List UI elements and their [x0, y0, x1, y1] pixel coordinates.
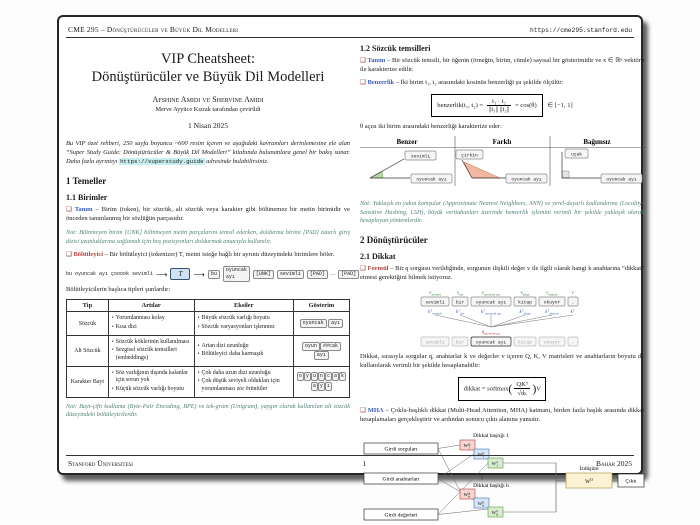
token-chip-gray — [452, 337, 468, 346]
svg-text:kitap: kitap — [518, 340, 532, 346]
attention-qkv-diagram — [360, 287, 646, 349]
svg-text:çirkin: çirkin — [461, 153, 478, 159]
wo-box — [566, 473, 612, 488]
token-chip: sevimli — [277, 270, 304, 279]
cell-eksiler: • Büyük sözcük varlığı boyutu • Sözcük varyasyonları işlenmez — [194, 312, 293, 335]
right-arrow-icon: ⟶ — [193, 269, 205, 279]
token-chip — [452, 297, 468, 306]
char-chip: c — [326, 373, 330, 380]
svg-text:WO: $W^O$ — [585, 477, 593, 485]
cell-tip: Alt Sözcük — [67, 335, 109, 366]
wide-angle-wedge — [464, 162, 500, 178]
token-chip — [539, 297, 565, 306]
date: 1 Nisan 2025 — [188, 121, 228, 131]
k-label: kᵀ$_{bir}$ — [455, 309, 465, 316]
svg-text:uçak: uçak — [570, 152, 583, 158]
q-label: $q_{oyuncak ayı}$ — [481, 329, 501, 336]
tanim2-text: – Bir sözcük temsili, bir öğenin (örneğin, birim, cümle) sayısal bir gösterimidir ve x ∈ ℝⁿ vektörü ile karakterize edilir. — [360, 57, 644, 73]
svg-text:oyuncak ayı: oyuncak ayı — [511, 177, 542, 183]
list-item: Çok daha uzun dizi uzunluğu — [201, 369, 271, 376]
projection-label: İzdüşüm — [579, 465, 599, 472]
square-bullet-icon: ❑ — [360, 78, 366, 86]
mha-paragraph — [360, 407, 644, 425]
wkh-box — [474, 498, 489, 508]
benzerlik-text: – İki birim t₁, t₂ arasındaki kosinüs benzerliği şu şekilde ölçülür: — [395, 78, 564, 86]
col-header-gosterim: Gösterim — [293, 300, 349, 312]
tokenizer-input-text: bu oyuncak ayı çooook sevimli — [66, 271, 154, 278]
open-paren: ( — [508, 381, 513, 396]
formula-rhs: V — [536, 385, 541, 393]
formula-lhs: benzerlik(t₁, t₂) = — [437, 101, 484, 109]
list-item: Çok düşük seviyeli oldukları için yorumlanması zor örüntüler — [201, 378, 280, 393]
token-chip: ayı — [328, 319, 343, 328]
token-chip-gray — [514, 337, 536, 346]
svg-text:okuyor: okuyor — [543, 300, 561, 306]
token-chip: oyun — [302, 342, 320, 351]
token-chip — [506, 174, 547, 183]
fraction-numerator: QKᵀ — [516, 380, 529, 388]
char-chip: y — [319, 383, 323, 390]
right-angle-marker — [562, 171, 569, 178]
cell-artilar: • Söz varlığının dışında kalanlar için sorun yok • Küçük sözcük varlığı boyutu — [108, 366, 194, 397]
cell-eksiler: • Artan dizi uzunluğu • Bölütleyici daha karmaşık — [194, 335, 293, 366]
svg-text:oyuncak ayı: oyuncak ayı — [475, 300, 507, 306]
input-queries-box — [364, 443, 438, 454]
svg-text:WQh: $W^Q$ h — [463, 491, 471, 499]
formula-lhs: dikkat = softmax — [463, 385, 509, 393]
svg-text:okuyor: okuyor — [543, 340, 561, 346]
svg-text:WKh: $W^K$ h — [477, 500, 485, 508]
k-label: kᵀ$_.$ — [570, 309, 576, 316]
cell-tip: Karakter Bayt — [67, 366, 109, 397]
attention-formula — [360, 377, 644, 401]
k-label: kᵀ$_{oyuncak ayı}$ — [480, 309, 502, 316]
theta-line: θ açısı iki birim arasındaki benzerliği karakterize eder: — [360, 122, 502, 130]
svg-text:sevimli: sevimli — [425, 340, 445, 346]
intro-text-before: Bu VIP özet rehberi, 250 sayfa boyunca ~600 resim içeren ve aşağıdaki kavramları derinlemesine ele alan “Super Study Guide: Dönüştürücüler & Büyük Dil Modelleri” kitabında bulunanlara genel bir bakış sunar. Daha fazla ayrıntıyı — [66, 140, 350, 166]
tanim2-paragraph — [360, 57, 644, 75]
footer-term: Bahar 2025 — [595, 459, 632, 468]
panel-title-benzer: Benzer — [396, 137, 418, 146]
page-footer — [66, 455, 634, 468]
svg-text:bir: bir — [455, 300, 465, 306]
square-bullet-icon: ❑ — [360, 57, 366, 64]
svg-text:sevimli: sevimli — [410, 154, 431, 160]
cell-artilar: • Sözcük köklerinin kullanılması • Sezgisel sözcük temsilleri (embeddings) — [108, 335, 194, 366]
token-chip-gray — [421, 337, 449, 346]
wqh-box — [460, 489, 475, 499]
square-bullet-icon: ❑ — [360, 406, 366, 414]
svg-text:WV1: $W^V$ 1 — [491, 460, 499, 468]
char-chip: ı — [326, 383, 330, 390]
token-chip: ayı — [314, 351, 329, 360]
page-header — [66, 24, 634, 38]
table-row — [67, 366, 350, 397]
square-bullet-icon: ❑ — [66, 251, 72, 259]
square-bullet-icon: ❑ — [360, 264, 366, 272]
list-item: Bölütleyici daha karmaşık — [201, 351, 264, 358]
mha-text: – Çoklu-başlıklı dikkat (Multi-Head Attention, MHA) katmanı, birden fazla başlık arasında dikkat hesaplamaları gerçekleştirir ve ardından sonucu çıktı alanına yansıtır. — [360, 406, 645, 423]
headh-label: Dikkat başlığı h — [473, 482, 509, 489]
token-chip — [601, 174, 642, 183]
v-label: $v_{okuyor}$ — [546, 290, 558, 297]
svg-text:kitap: kitap — [518, 300, 532, 306]
authors: Afshine Amidi ve Shervine Amidi — [152, 95, 264, 105]
output-box — [618, 474, 644, 487]
token-chip — [411, 174, 452, 183]
tokenizer-types-table — [66, 299, 350, 397]
panel-title-bagimsiz: Bağımsız — [583, 137, 611, 146]
table-intro: Bölütleyicilerin başlıca tipleri şunlardır: — [66, 286, 171, 294]
panel-title-farkli: Farklı — [492, 137, 512, 146]
intro-paragraph — [66, 140, 350, 167]
course-url-link[interactable]: https://cme295.stanford.edu — [529, 27, 632, 34]
svg-text:bir: bir — [455, 340, 465, 346]
token-chip: bu — [208, 270, 220, 279]
note-bpe-unigram: Not: Bayt-çifti kodlama (Byte-Pair Encoding, BPE) ve tek-gram (Unigram), yaygın olarak kullanılan alt sözcük düzeyindeki bölütleyicilerdir. — [66, 402, 350, 419]
head1-label: Dikkat başlığı 1 — [473, 432, 509, 439]
benzerlik-paragraph — [360, 79, 644, 88]
list-item: Kısa dizi — [115, 324, 137, 331]
col-header-tip: Tip — [67, 300, 109, 312]
tokenizer-example — [66, 266, 357, 282]
title-line1: VIP Cheatsheet: — [160, 51, 256, 67]
formula-fraction — [514, 381, 530, 397]
char-chip: o — [298, 373, 302, 380]
formul-paragraph — [360, 265, 644, 283]
v-label: $v_{bir}$ — [456, 290, 464, 297]
left-column — [66, 42, 357, 525]
title-line2: Dönüştürücüler ve Büyük Dil Modelleri — [91, 69, 325, 86]
right-arrow-icon: ⟶ — [156, 269, 168, 279]
char-chip: y — [305, 373, 309, 380]
svg-text:WK1: $W^K$ 1 — [477, 451, 485, 459]
svg-text:Girdi değerleri: Girdi değerleri — [384, 512, 418, 519]
dikkat-paragraph: Dikkat, sırasıyla sorgular q, anahtarlar k ve değerler v içeren Q, K, V matrisleri ve anahtarların boyutu dₖ kullanılarak verimli bir şekilde hesaplanabilir: — [360, 352, 644, 369]
cell-gosterim — [293, 366, 349, 397]
formula-rhs: = cos(θ) — [514, 101, 537, 109]
bolutleyici-keyword: Bölütleyici — [73, 251, 104, 259]
token-chip: ##cak — [320, 342, 341, 351]
section-temeller: 1 Temeller — [66, 176, 107, 187]
token-chip: [UNK] — [253, 270, 274, 279]
page-number: 1 — [362, 459, 367, 468]
cell-gosterim — [293, 312, 349, 335]
note-unk-pad: Not: Bilinmeyen birim [UNK] bilinmeyen metin parçalarını temsil ederken, doldurma birimi [PAD] tutarlı giriş dizisi uzunluklarına sağlamak için boş pozisyonları doldurmak amacıyla kullanılır. — [66, 229, 350, 245]
multi-head-attention-diagram — [360, 429, 646, 525]
superstudy-link[interactable]: https://superstudy.guide — [120, 158, 204, 166]
char-chip: a — [312, 383, 316, 390]
wvh-box — [488, 507, 503, 517]
char-chip: n — [319, 373, 323, 380]
input-values-box — [364, 509, 438, 520]
footer-institution: Stanford Üniversitesi — [68, 459, 133, 468]
svg-text:WVh: $W^V$ h — [491, 509, 499, 517]
list-item: Yorumlanması kolay — [115, 315, 165, 322]
svg-text:oyuncak ayı: oyuncak ayı — [416, 177, 447, 183]
cell-tip: Sözcük — [67, 312, 109, 335]
cell-gosterim — [293, 335, 349, 366]
formul-text: – Bir q sorgusu verildiğinde, sorgunun ilişkili değer v ile ilgili olarak hangi k anahtarına “dikkat” etmesi gerektiğini bilmek istiyoruz. — [360, 264, 645, 281]
tokenizer-symbol-box: T — [170, 268, 190, 280]
table-header-row — [67, 300, 350, 312]
tanim2-keyword: Tanım — [367, 57, 386, 64]
char-chip: u — [312, 373, 316, 380]
similarity-angles-diagram — [360, 136, 646, 190]
token-chip: oyuncak — [300, 319, 327, 328]
v-label: $v_.$ — [571, 290, 575, 297]
col-header-eksiler: Eksiler — [194, 300, 293, 312]
translator: Merve Ayyüce Kızrak tarafından çevirildi — [155, 106, 261, 114]
char-chip: k — [340, 373, 344, 380]
right-column — [360, 42, 644, 525]
subsection-sozcuk-temsilleri: 1.2 Sözcük temsilleri — [360, 44, 431, 53]
list-item: Küçük sözcük varlığı boyutu — [115, 386, 184, 393]
v-label: $v_{sevimli}$ — [429, 290, 441, 297]
input-keys-box — [364, 473, 438, 484]
col-header-artilar: Artılar — [108, 300, 194, 312]
svg-text:.: . — [571, 340, 575, 346]
bolutleyici-text: – Bir bölütleyici (tokenizer) T, metni isteğe bağlı bir ayrıntı düzeyindeki birimlere böler. — [104, 251, 335, 259]
mha-keyword: MHA — [367, 406, 384, 414]
token-chip — [565, 149, 588, 158]
subsection-birimler: 1.1 Birimler — [66, 193, 108, 203]
ellipsis: ... — [330, 271, 336, 278]
token-chip-highlighted — [471, 337, 511, 346]
k-label: kᵀ$_{sevimli}$ — [428, 309, 442, 316]
token-chip: [PAD] — [338, 270, 359, 279]
tanim1-text: – Birim (token), bir sözcük, alt sözcük veya karakter gibi bölünemez bir metin birimidir ve önceden tanımlanmış bir sözlüğün parçasıdır. — [66, 206, 351, 223]
svg-text:Çıktı: Çıktı — [625, 478, 637, 485]
table-row — [67, 312, 350, 335]
cell-eksiler: • Çok daha uzun dizi uzunluğu • Çok düşük seviyeli oldukları için yorumlanması zor örüntüler — [194, 366, 293, 397]
square-bullet-icon: ❑ — [66, 206, 72, 214]
k-label: kᵀ$_{kitap}$ — [519, 309, 531, 316]
token-chip — [471, 297, 511, 306]
v-label: $v_{kitap}$ — [520, 290, 530, 297]
fraction-numerator: t₁ · t₂ — [487, 98, 511, 106]
formula-fraction — [487, 98, 511, 113]
token-chip — [421, 297, 449, 306]
tanim1-keyword: Tanım — [74, 206, 93, 214]
table-row — [67, 335, 350, 366]
svg-text:oyuncak ayı: oyuncak ayı — [606, 177, 637, 183]
svg-text:Girdi anahtarları: Girdi anahtarları — [382, 476, 420, 483]
pdf-page — [57, 15, 645, 519]
formula-range: ∈ [−1, 1] — [547, 101, 573, 109]
course-title: CME 295 – Dönüştürücüler ve Büyük Dil Modelleri — [68, 25, 239, 34]
char-chip: a — [333, 373, 337, 380]
section-donusturuculer: 2 Dönüştürücüler — [360, 234, 428, 245]
vertical-dots: ⋮ — [478, 472, 486, 481]
tanim1-paragraph — [66, 206, 350, 224]
token-chip — [568, 297, 578, 306]
bolutleyici-paragraph — [66, 251, 350, 260]
token-chip-gray — [568, 337, 578, 346]
token-chip — [405, 151, 436, 160]
svg-text:oyuncak ayı: oyuncak ayı — [475, 340, 507, 346]
list-item: Sözcük köklerinin kullanılması — [115, 338, 190, 345]
cosine-similarity-formula — [360, 94, 644, 117]
benzerlik-keyword: Benzerlik — [367, 78, 395, 86]
token-chip-gray — [539, 337, 565, 346]
svg-text:sevimli: sevimli — [425, 300, 445, 306]
close-paren: ) — [532, 381, 537, 396]
list-item: Söz varlığının dışında kalanlar için sorun yok — [115, 369, 188, 384]
subsection-dikkat: 2.1 Dikkat — [360, 251, 396, 261]
formul-keyword: Formül — [367, 264, 389, 272]
k-label: kᵀ$_{okuyor}$ — [545, 309, 559, 316]
v-label: $v_{oyuncak ayı}$ — [481, 290, 501, 297]
svg-text:WQ1: $W^Q$ 1 — [463, 442, 471, 450]
intro-text-after: adresinde bulabilirsiniz. — [204, 158, 269, 166]
list-item: Büyük sözcük varlığı boyutu — [201, 315, 270, 322]
cell-artilar: • Yorumlanması kolay • Kısa dizi — [108, 312, 194, 335]
token-chip — [456, 150, 483, 159]
wq1-box — [460, 440, 475, 450]
fraction-denominator: ||t₁|| ||t₂|| — [488, 105, 510, 113]
document-title — [66, 50, 350, 86]
svg-text:.: . — [571, 300, 575, 306]
list-item: Sezgisel sözcük temsilleri (embeddings) — [115, 347, 177, 362]
list-item: Artan dizi uzunluğu — [201, 342, 249, 349]
note-ann-lsh: Not: Yaklaşık en yakın komşular (Approximate Nearest Neighbors, ANN) ve yerel-duyarlı kodlandırma (Locality-Sensitive Hashing, LSH), büyük veritabanları üzerinde benzerlik işlemini verimli bir şekilde yaklaşık olarak hesaplayan yöntemlerdir. — [360, 199, 644, 225]
token-chip — [514, 297, 536, 306]
list-item: Sözcük varyasyonları işlenmez — [201, 324, 275, 331]
svg-text:Girdi sorguları: Girdi sorguları — [384, 446, 418, 453]
token-chip: [PAD] — [307, 270, 328, 279]
token-chip: oyuncak ayı — [223, 266, 250, 282]
fraction-denominator: √dₖ — [517, 389, 528, 397]
